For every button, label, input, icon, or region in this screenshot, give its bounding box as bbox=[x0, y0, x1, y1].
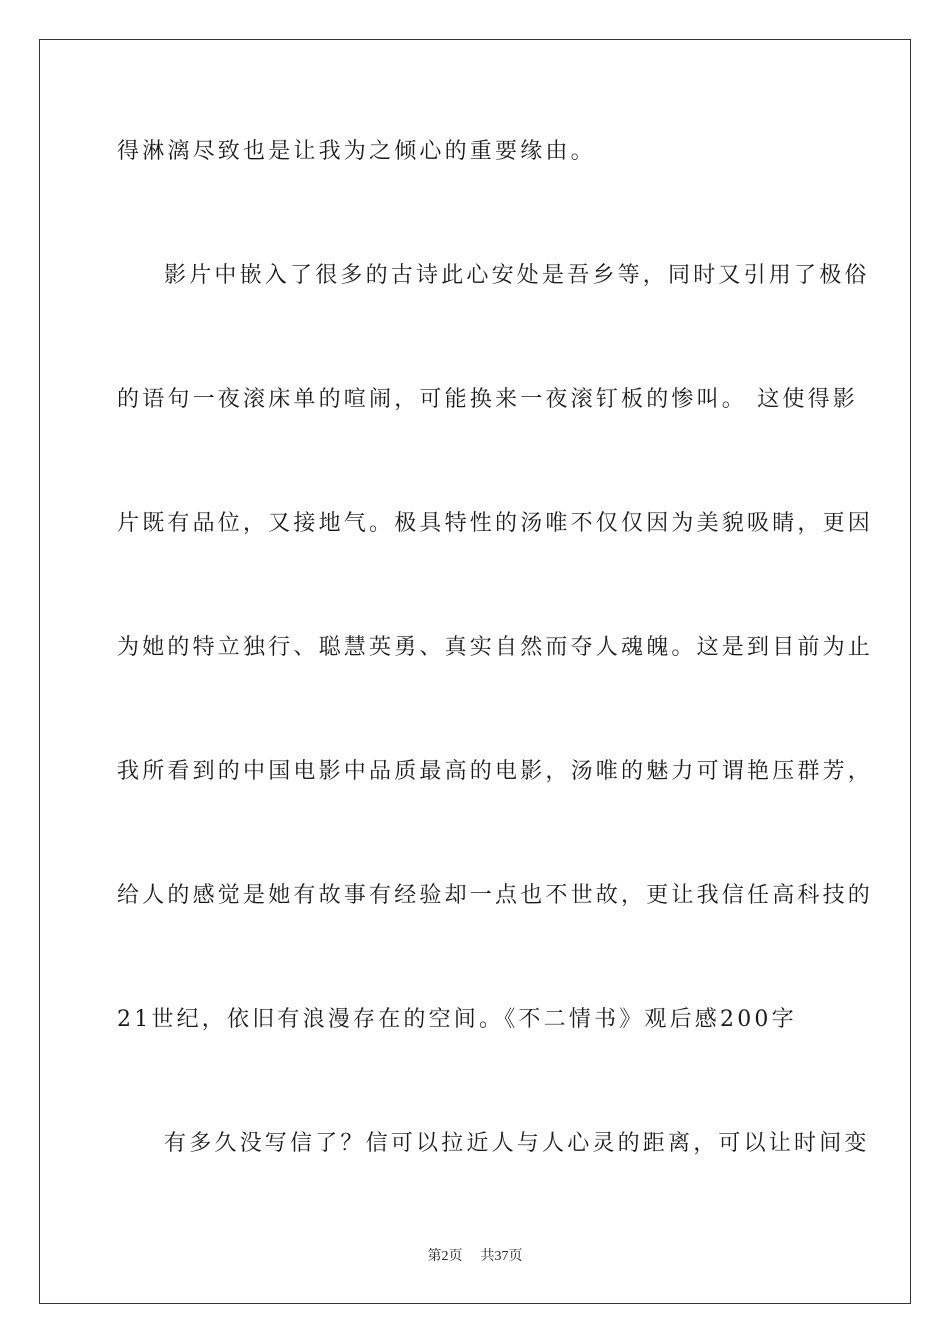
text-line-3: 的语句一夜滚床单的喧闹，可能换来一夜滚钉板的惨叫。 这使得影 bbox=[117, 387, 858, 412]
text-line-7: 给人的感觉是她有故事有经验却一点也不世故，更让我信任高科技的 bbox=[117, 883, 874, 908]
page-border bbox=[39, 39, 911, 1304]
text-line-1: 得淋漓尽致也是让我为之倾心的重要缘由。 bbox=[117, 139, 596, 164]
page-number: 第2页 bbox=[427, 1249, 463, 1264]
page-total: 共37页 bbox=[480, 1249, 523, 1264]
text-line-9: 有多久没写信了？信可以拉近人与人心灵的距离，可以让时间变 bbox=[164, 1131, 870, 1156]
text-line-6: 我所看到的中国电影中品质最高的电影，汤唯的魅力可谓艳压群芳， bbox=[117, 759, 874, 784]
text-line-4: 片既有品位，又接地气。极具特性的汤唯不仅仅因为美貌吸睛，更因 bbox=[117, 511, 874, 536]
page-footer bbox=[0, 1248, 950, 1266]
text-line-5: 为她的特立独行、聪慧英勇、真实自然而夺人魂魄。这是到目前为止 bbox=[117, 635, 874, 660]
text-line-2: 影片中嵌入了很多的古诗此心安处是吾乡等，同时又引用了极俗 bbox=[164, 263, 870, 288]
text-line-8: 21世纪，依旧有浪漫存在的空间。《不二情书》观后感200字 bbox=[117, 1007, 797, 1032]
